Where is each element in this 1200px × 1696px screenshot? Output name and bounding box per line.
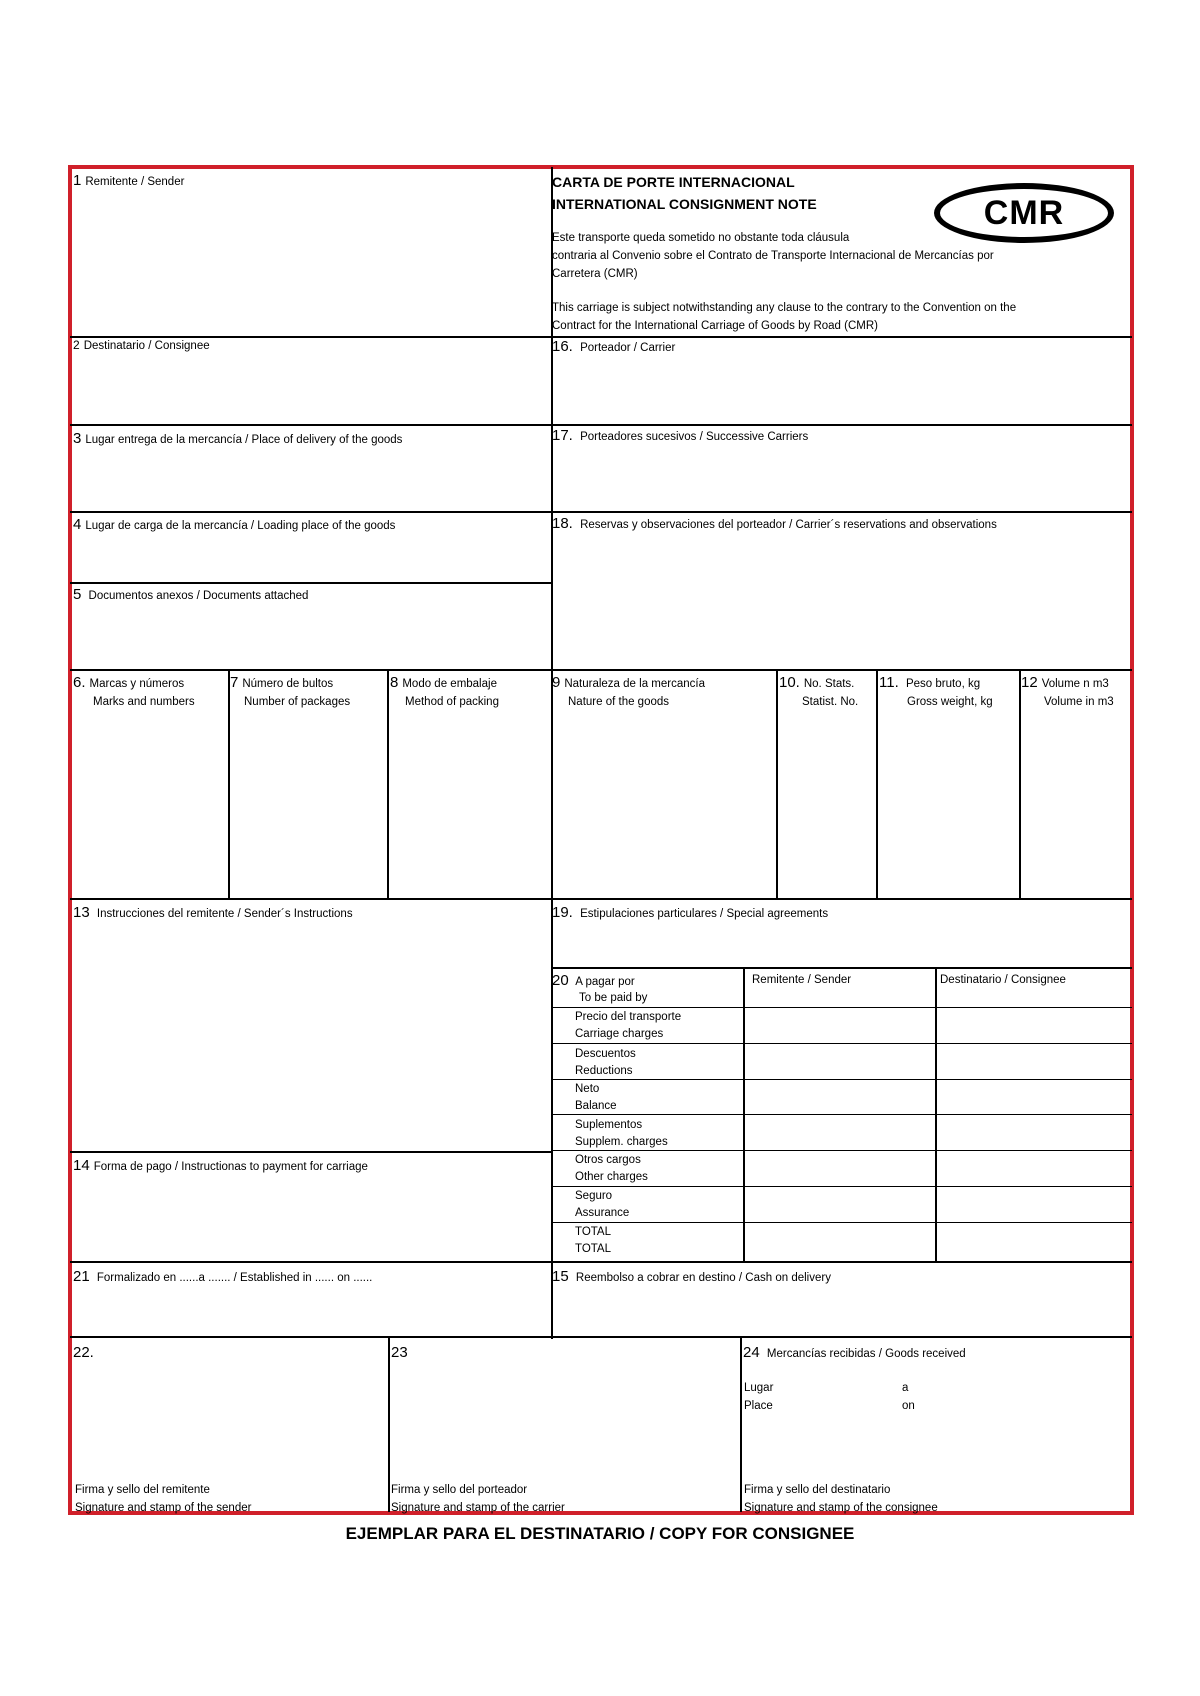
divider xyxy=(776,669,778,899)
box-special-agreements[interactable] xyxy=(552,904,828,923)
box-number: 8 xyxy=(390,674,399,691)
box-label: Destinatario / Consignee xyxy=(83,340,210,352)
divider xyxy=(551,1186,1132,1187)
charges-head-es: A pagar por xyxy=(575,976,635,988)
box-number: 5 xyxy=(73,586,82,603)
note-es: contraria al Convenio sobre el Contrato de Transporte Internacional de Mercancías por xyxy=(552,250,994,262)
divider xyxy=(551,1114,1132,1115)
charge-row-label: Supplem. charges xyxy=(575,1136,668,1148)
title-en: INTERNATIONAL CONSIGNMENT NOTE xyxy=(552,196,817,212)
box-number: 3 xyxy=(73,430,82,447)
box-packages[interactable] xyxy=(230,674,333,693)
box-number: 24 xyxy=(743,1344,760,1361)
box-carrier-reservations[interactable] xyxy=(552,515,997,534)
box-established[interactable] xyxy=(73,1268,372,1287)
a-label: a xyxy=(902,1382,909,1394)
box-number: 1 xyxy=(73,172,82,189)
divider xyxy=(740,1336,742,1512)
divider xyxy=(70,1151,552,1153)
charges-header xyxy=(552,972,635,991)
box-label: Number of packages xyxy=(244,696,351,708)
box-label: Volume in m3 xyxy=(1044,696,1114,708)
box-label: Porteadores sucesivos / Successive Carriers xyxy=(580,431,809,443)
box-marks[interactable] xyxy=(73,674,184,693)
charge-row-label: Carriage charges xyxy=(575,1028,664,1040)
box-label: Method of packing xyxy=(405,696,499,708)
box-goods-received[interactable] xyxy=(743,1344,966,1363)
box-consignee[interactable] xyxy=(73,337,210,355)
title-es: CARTA DE PORTE INTERNACIONAL xyxy=(552,174,795,190)
box-number: 23 xyxy=(391,1344,408,1361)
box-sender[interactable] xyxy=(73,172,184,191)
box-number: 18. xyxy=(552,515,573,532)
box-label: Remitente / Sender xyxy=(85,176,185,188)
divider xyxy=(70,511,1132,513)
box-number: 17. xyxy=(552,427,573,444)
box-carrier-signature[interactable] xyxy=(391,1344,412,1363)
box-label: Documentos anexos / Documents attached xyxy=(88,590,309,602)
box-loading-place[interactable] xyxy=(73,516,395,535)
box-successive-carriers[interactable] xyxy=(552,427,808,446)
box-number: 13 xyxy=(73,904,90,921)
charges-col-sender: Remitente / Sender xyxy=(752,974,852,986)
charge-row-label: Balance xyxy=(575,1100,617,1112)
box-number: 12 xyxy=(1021,674,1038,691)
box-nature-goods[interactable] xyxy=(552,674,705,693)
signature-label: Signature and stamp of the sender xyxy=(75,1502,252,1514)
box-carrier[interactable] xyxy=(552,338,675,357)
note-es: Este transporte queda sometido no obstante toda cláusula xyxy=(552,232,850,244)
box-delivery-place[interactable] xyxy=(73,430,402,449)
box-number: 10. xyxy=(779,674,800,691)
charge-row-label: Otros cargos xyxy=(575,1154,641,1166)
charges-col-consignee: Destinatario / Consignee xyxy=(940,974,1066,986)
box-label: Mercancías recibidas / Goods received xyxy=(766,1348,966,1360)
signature-label: Signature and stamp of the consignee xyxy=(744,1502,938,1514)
divider xyxy=(387,669,389,899)
signature-label: Firma y sello del porteador xyxy=(391,1484,528,1496)
box-sender-signature[interactable] xyxy=(73,1344,98,1363)
box-label: Porteador / Carrier xyxy=(580,342,676,354)
box-label: Marks and numbers xyxy=(93,696,195,708)
on-label: on xyxy=(902,1400,915,1412)
charge-row-label: Assurance xyxy=(575,1207,630,1219)
charge-row-label: TOTAL xyxy=(575,1243,611,1255)
box-number: 20 xyxy=(552,972,569,989)
box-number: 14 xyxy=(73,1157,90,1174)
box-label: No. Stats. xyxy=(803,678,855,690)
box-label: Lugar entrega de la mercancía / Place of delivery of the goods xyxy=(85,434,403,446)
charge-row-label: Seguro xyxy=(575,1190,613,1202)
box-cash-on-delivery[interactable] xyxy=(552,1268,831,1287)
box-number: 2 xyxy=(73,338,80,352)
box-number: 19. xyxy=(552,904,573,921)
charge-row-label: Reductions xyxy=(575,1065,633,1077)
box-number: 6. xyxy=(73,674,86,691)
divider xyxy=(551,967,1132,969)
note-en: This carriage is subject notwithstanding any clause to the contrary to the Convention on the xyxy=(552,302,1017,314)
divider xyxy=(70,1336,1132,1338)
divider xyxy=(70,898,1132,900)
charge-row-label: Other charges xyxy=(575,1171,648,1183)
cmr-logo: CMR xyxy=(934,183,1114,243)
box-number: 11. xyxy=(879,674,899,691)
charges-head-en: To be paid by xyxy=(579,992,648,1004)
box-label: Estipulaciones particulares / Special agreements xyxy=(580,908,829,920)
box-label: Lugar de carga de la mercancía / Loading place of the goods xyxy=(85,520,396,532)
signature-label: Signature and stamp of the carrier xyxy=(391,1502,565,1514)
signature-label: Firma y sello del remitente xyxy=(75,1484,210,1496)
note-es: Carretera (CMR) xyxy=(552,268,638,280)
box-number: 9 xyxy=(552,674,561,691)
box-documents[interactable] xyxy=(73,586,308,605)
charge-row-label: Precio del transporte xyxy=(575,1011,682,1023)
divider xyxy=(388,1336,390,1512)
divider xyxy=(551,1222,1132,1223)
divider xyxy=(876,669,878,899)
box-label: Marcas y números xyxy=(89,678,185,690)
box-label: Peso bruto, kg xyxy=(905,678,981,690)
divider xyxy=(551,1079,1132,1080)
charge-row-label: Suplementos xyxy=(575,1119,643,1131)
box-payment-instructions[interactable] xyxy=(73,1157,368,1176)
lugar-label: Lugar xyxy=(744,1382,774,1394)
divider xyxy=(70,582,552,584)
box-number: 21 xyxy=(73,1268,90,1285)
box-label: Forma de pago / Instructionas to payment for carriage xyxy=(93,1161,368,1173)
copy-footer: EJEMPLAR PARA EL DESTINATARIO / COPY FOR CONSIGNEE xyxy=(345,1524,855,1543)
box-stat-no[interactable] xyxy=(779,674,854,693)
box-sender-instructions[interactable] xyxy=(73,904,353,923)
box-number: 7 xyxy=(230,674,239,691)
box-label: Gross weight, kg xyxy=(907,696,993,708)
box-volume[interactable] xyxy=(1021,674,1109,693)
box-packing[interactable] xyxy=(390,674,497,693)
place-label: Place xyxy=(744,1400,773,1412)
box-number: 4 xyxy=(73,516,82,533)
box-label: Naturaleza de la mercancía xyxy=(564,678,705,690)
box-label: Volume n m3 xyxy=(1041,678,1109,690)
signature-label: Firma y sello del destinatario xyxy=(744,1484,891,1496)
divider xyxy=(551,1043,1132,1044)
box-number: 22. xyxy=(73,1344,94,1361)
box-label: Modo de embalaje xyxy=(402,678,497,690)
charge-row-label: Descuentos xyxy=(575,1048,636,1060)
divider xyxy=(70,424,1132,426)
box-label: Reservas y observaciones del porteador / Carrier´s reservations and observations xyxy=(580,519,997,531)
divider xyxy=(228,669,230,899)
box-label: Instrucciones del remitente / Sender´s Instructions xyxy=(96,908,353,920)
divider xyxy=(70,1261,1132,1263)
box-number: 15 xyxy=(552,1268,569,1285)
divider xyxy=(1019,669,1021,899)
box-gross-weight[interactable] xyxy=(879,674,980,693)
charge-row-label: TOTAL xyxy=(575,1226,611,1238)
box-number: 16. xyxy=(552,338,573,355)
charge-row-label: Neto xyxy=(575,1083,600,1095)
note-en: Contract for the International Carriage of Goods by Road (CMR) xyxy=(552,320,878,332)
box-label: Nature of the goods xyxy=(568,696,670,708)
box-label: Reembolso a cobrar en destino / Cash on delivery xyxy=(575,1272,831,1284)
box-label: Formalizado en ......a ....... / Established in ...... on ...... xyxy=(96,1272,373,1284)
box-label: Statist. No. xyxy=(802,696,859,708)
divider xyxy=(551,1007,1132,1008)
box-label: Número de bultos xyxy=(242,678,334,690)
